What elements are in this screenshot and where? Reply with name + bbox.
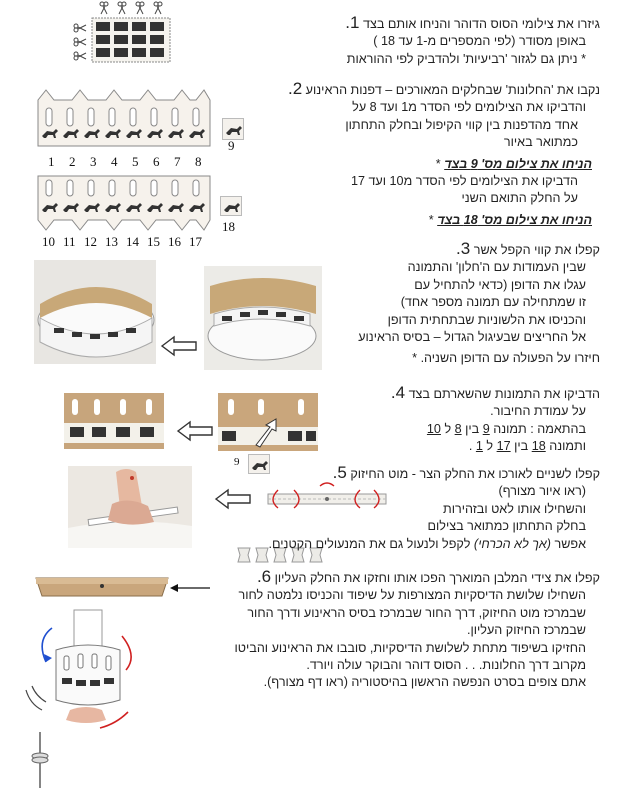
- step-4-word-to: ל: [486, 439, 494, 454]
- step-2-line-6: הדביקו את הצילומים לפי הסדר מ10 ועד 17: [350, 174, 578, 189]
- step-3-line-6: אל החריצים שבעיגול הגדול – בסיס הראינוע: [358, 330, 586, 345]
- step-5-text: [240, 464, 600, 553]
- arrow-left-icon: [176, 420, 214, 442]
- step-3-line-2: שבין העמודות עם ה'חלון' והתמונה: [407, 260, 586, 275]
- step-6-line-4: שבמרכז החיזוק העליון.: [466, 623, 586, 638]
- step-1-note: ניתן גם לגזור 'רביעיות' ולהדביק לפי ההוראות: [346, 51, 578, 66]
- step-4-pair-2-a: 18: [531, 439, 546, 454]
- step-4-number: 4.: [390, 383, 406, 402]
- step-4-word-between: בין: [465, 421, 480, 436]
- step-1-number: 1.: [345, 13, 360, 32]
- step-2-number: 2.: [287, 79, 303, 98]
- step-5-line-5c: לקפל ולנעול גם את המנעולים הקטנים.: [268, 536, 471, 551]
- step-4-pair-1-b: 8: [454, 421, 462, 436]
- step-6-line-6: מקרוב דרך החלונות. . . הסוס דוהר והבוקר עולה ויורד.: [306, 658, 586, 673]
- step-4-word-between: בין: [514, 439, 529, 454]
- step-3-number: 3.: [456, 239, 471, 258]
- step-2-note-2: הניחו את צילום מס' 18 בצד: [437, 212, 592, 227]
- strip-number: 15: [147, 234, 160, 249]
- step-3-text: קפלו את קווי הקפל אשר 3. שבין העמודות עם ה'חלון' והתמונה עגלו את הדופן (כדאי להתחיל עם זו שמתחילה עם תמונה מספר אחד) והכניסו את הלשוניות שבתחתית הדופן אל החריצים שבעיגול הגדול – בסיס הראינוע חיזרו על הפעולה עם הדופן השניה. *: [320, 240, 600, 368]
- step-4-pair-1-prefix: בהתאמה : תמונה: [493, 421, 586, 436]
- strip-number: 5: [132, 154, 139, 169]
- strip-numbers-top: [46, 154, 216, 170]
- single-frame-18: [220, 196, 242, 216]
- step-1-line-2: באופן מסודר (לפי המספרים מ-1 עד 18 ): [373, 34, 586, 49]
- step-6-photo-zoetrope: [22, 600, 146, 790]
- step-4-line-1: הדביקו את התמונות שהשארתם בצד: [408, 387, 600, 401]
- strip-number: 17: [189, 234, 202, 249]
- step-2-note-1: הניחו את צילום מס' 9 בצד: [444, 156, 592, 171]
- step-5-number: 5.: [332, 463, 347, 482]
- step-3-line-1: קפלו את קווי הקפל אשר: [473, 243, 600, 257]
- step-1-text: גיזרו את צילומי הסוס הדוהר והניחו אותם בצד 1. באופן מסודר (לפי המספרים מ-1 עד 18 ) * ניתן גם לגזור 'רביעיות' ולהדביק לפי ההוראות: [230, 14, 600, 68]
- step-5-line-2: (ראו איור מצורף): [498, 484, 586, 499]
- strip-number: 2: [69, 154, 76, 169]
- step-2-line-2: והדביקו את הצילומים לפי הסדר מ1 ועד 8 על: [352, 100, 586, 115]
- step-1-illustration: [72, 0, 178, 66]
- step-3-photo-assembled: [34, 260, 156, 364]
- step-4-word-to: ל: [444, 421, 452, 436]
- step-5-line-3: והשחילו אותו לאט ובזהירות: [443, 501, 586, 516]
- step-2-line-1: נקבו את 'החלונות' שבחלקים המאורכים – דפנות הראינוע: [305, 83, 600, 97]
- strip-number: 8: [195, 154, 202, 169]
- strip-number: 12: [84, 234, 97, 249]
- step-3-photo-partial: [204, 266, 322, 370]
- step-2-line-4: כמתואר באיור: [503, 135, 578, 150]
- step-4-period: .: [468, 439, 473, 454]
- step-4-text: [330, 384, 600, 456]
- step-5-line-5b: (אך לא הכרחי): [473, 536, 551, 551]
- arrow-left-icon: [160, 335, 198, 357]
- step-6-number: 6.: [256, 567, 272, 586]
- strip-number: 7: [174, 154, 181, 169]
- step-6-line-2: השחילו שלושת הדיסקיות המצורפות על שיפוד והכניסו נלמטה לחור: [238, 588, 586, 603]
- step-4-pair-2-b: 17: [496, 439, 511, 454]
- strip-number: 11: [63, 234, 76, 249]
- step-2-line-7: על החלק התואם השני: [461, 191, 578, 206]
- step-3-line-5: והכניסו את הלשוניות שבתחתית הדופן: [387, 312, 586, 327]
- step-5-line-5a: אפשר: [554, 536, 586, 551]
- single-frame-label: 9: [234, 456, 240, 468]
- step-2-line-3: אחד מהדפנות בין קווי הקיפול ובחלק התחתון: [345, 117, 578, 132]
- step-6-top-piece: [34, 574, 170, 600]
- strip-number: 3: [90, 154, 97, 169]
- step-4-photo-joined: [64, 393, 164, 449]
- step-6-line-5: החזיקו בשיפוד מתחת לשלושת הדיסקיות, סובבו את הראינוע והביטו: [234, 640, 586, 655]
- single-frame-label: 9: [228, 138, 235, 153]
- step-2-text: נקבו את 'החלונות' שבחלקים המאורכים – דפנות הראינוע 2. והדביקו את הצילומים לפי הסדר מ1 ועד 8 על אחד מהדפנות בין קווי הקיפול ובחלק התחתון כמתואר באיור הניחו את צילום מס' 9 בצד * הדביקו את הצילומים לפי הסדר מ10 ועד 17 על החלק התואם השני הניחו את צילום מס' 18 בצד *: [250, 80, 600, 229]
- step-1-line-1: גיזרו את צילומי הסוס הדוהר והניחו אותם בצד: [362, 17, 600, 31]
- strip-number: 14: [126, 234, 139, 249]
- strip-number: 6: [153, 154, 160, 169]
- step-3-line-4: זו שמתחילה עם תמונה מספר אחד): [400, 295, 586, 310]
- step-4-pair-2-prefix: ותמונה: [549, 439, 586, 454]
- strip-number: 16: [168, 234, 181, 249]
- step-4-pair-1-c: 10: [426, 421, 441, 436]
- step-5-photo: [68, 466, 192, 548]
- step-4-line-2: על עמודת החיבור.: [490, 404, 586, 419]
- step-6-line-3: שבמרכז מוט החיזוק, דרך החור שבמרכז בסיס הראינוע ודרך החור: [247, 605, 586, 620]
- step-5-line-1: קפלו לשניים לאורכו את החלק הצר - מוט החיזוק: [350, 467, 600, 481]
- step-6-text: [186, 568, 600, 692]
- strip-numbers-bottom: [42, 234, 218, 250]
- single-frame-9: [222, 118, 244, 140]
- step-2-strip-bottom: [36, 172, 212, 234]
- step-3-note: חיזרו על הפעולה עם הדופן השניה.: [420, 351, 600, 366]
- strip-number: 4: [111, 154, 118, 169]
- strip-number: 10: [42, 234, 55, 249]
- step-4-pair-1-a: 9: [482, 421, 490, 436]
- strip-number: 13: [105, 234, 118, 249]
- strip-number: 1: [48, 154, 55, 169]
- step-5-line-4: בחלק התחתון כמתואר בצילום: [427, 519, 586, 534]
- single-frame-label: 18: [222, 219, 235, 234]
- step-6-line-7: אתם צופים בסרט הנפשה הראשון בהיסטוריה (ראו דף מצורף).: [263, 675, 586, 690]
- step-3-line-3: עגלו את הדופן (כדאי להתחיל עם: [414, 277, 586, 292]
- step-4-photo-gap: [218, 393, 318, 451]
- step-4-pair-2-c: 1: [475, 439, 483, 454]
- step-6-line-1: קפלו את צידי המלבן המוארך הפכו אותו וחזקו את החלק העליון: [274, 571, 600, 585]
